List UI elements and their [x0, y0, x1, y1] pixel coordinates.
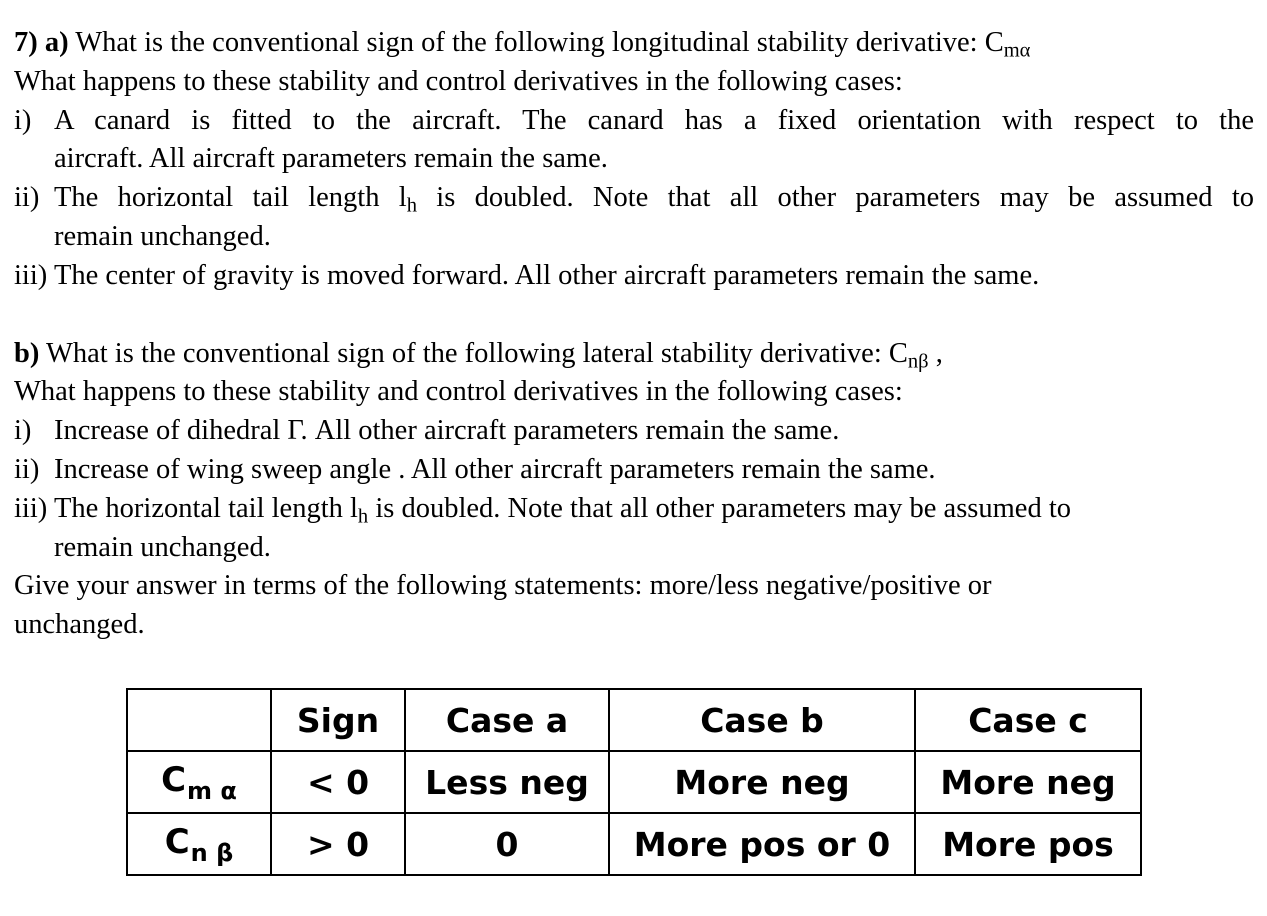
case-text-line2: aircraft. All aircraft parameters remain the same.: [54, 143, 608, 175]
sign-cell: < 0: [271, 751, 405, 813]
case-a-cell: 0: [405, 813, 609, 875]
question-a-prompt-text: What is the conventional sign of the following longitudinal stability derivative: C: [75, 27, 1004, 58]
case-text-line1: [54, 490, 1254, 529]
question-a-prompt: [14, 24, 1254, 63]
question-b-prompt-suffix: ,: [928, 337, 943, 369]
table-header-cell: [127, 689, 271, 751]
case-b-cell: More pos or 0: [609, 813, 915, 875]
case-b-i: [14, 412, 1254, 451]
derivative-symbol: C: [161, 759, 187, 800]
case-number: i): [14, 415, 32, 447]
case-c-cell: More neg: [915, 751, 1141, 813]
case-c-cell: More pos: [915, 813, 1141, 875]
case-text-line1: [54, 179, 1254, 218]
case-number: ii): [14, 182, 40, 214]
case-text-part: The horizontal tail length l: [54, 492, 358, 524]
case-number: iii): [14, 259, 48, 291]
case-b-iii: [14, 490, 1254, 568]
question-b-lead-in: What happens to these stability and control derivatives in the following cases:: [14, 376, 903, 408]
question-a-lead-in: What happens to these stability and control derivatives in the following cases:: [14, 65, 903, 97]
case-text-line2: remain unchanged.: [54, 220, 271, 252]
case-text-part: is doubled. Note that all other parameters may be assumed to: [368, 492, 1071, 524]
table-header-cell: Case c: [915, 689, 1141, 751]
cm-alpha-subscript: mα: [1003, 39, 1031, 62]
question-text: [14, 24, 1254, 645]
case-a-iii: [14, 257, 1254, 296]
case-a-ii: [14, 179, 1254, 257]
derivative-cell: [127, 751, 271, 813]
sign-cell: > 0: [271, 813, 405, 875]
question-number: 7): [14, 27, 38, 58]
case-a-i: [14, 102, 1254, 180]
table-header-cell: Case a: [405, 689, 609, 751]
case-text-line1: A canard is fitted to the aircraft. The canard has a fixed orientation with respect to the: [54, 104, 1254, 136]
answer-table: [126, 688, 1142, 876]
case-number: i): [14, 104, 32, 136]
cn-beta-subscript: nβ: [907, 350, 929, 373]
table-header-row: [127, 689, 1141, 751]
case-text-line2: remain unchanged.: [54, 531, 271, 563]
derivative-cell: [127, 813, 271, 875]
case-text-part: is doubled. Note that all other parameters may be assumed to: [416, 182, 1254, 214]
part-b-label: b): [14, 337, 40, 369]
case-text-line1: Increase of dihedral Γ. All other aircraft parameters remain the same.: [54, 415, 840, 447]
question-b-prompt-text: What is the conventional sign of the following lateral stability derivative: C: [45, 337, 908, 369]
case-text-line1: The center of gravity is moved forward. All other aircraft parameters remain the same.: [54, 259, 1040, 291]
instruction-line1: Give your answer in terms of the following statements: more/less negative/positive or: [14, 570, 992, 602]
table-header-cell: Sign: [271, 689, 405, 751]
case-number: iii): [14, 492, 48, 524]
case-b-cell: More neg: [609, 751, 915, 813]
instruction-line2: unchanged.: [14, 609, 145, 641]
part-a-label: a): [44, 27, 69, 58]
question-b-prompt: [14, 335, 1254, 374]
case-b-ii: [14, 451, 1254, 490]
case-a-cell: Less neg: [405, 751, 609, 813]
case-number: ii): [14, 453, 40, 485]
lh-subscript: h: [357, 505, 369, 528]
lh-subscript: h: [406, 194, 417, 217]
derivative-subscript: n β: [190, 838, 234, 867]
table-row: [127, 751, 1141, 813]
table-row: [127, 813, 1141, 875]
case-text-line1: Increase of wing sweep angle . All other aircraft parameters remain the same.: [54, 453, 936, 485]
derivative-subscript: m α: [187, 776, 237, 805]
table-header-cell: Case b: [609, 689, 915, 751]
derivative-symbol: C: [164, 821, 190, 862]
case-text-part: The horizontal tail length l: [54, 182, 407, 214]
